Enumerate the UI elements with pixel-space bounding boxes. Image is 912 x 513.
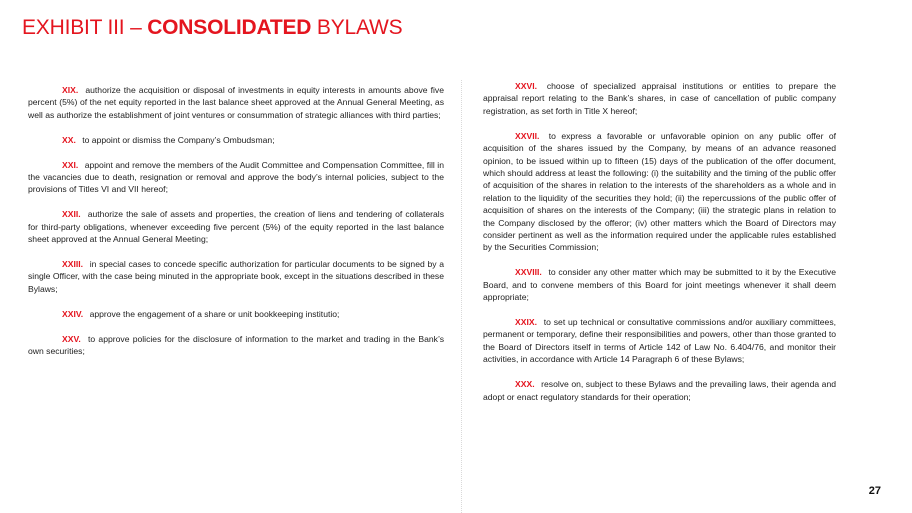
clause-number: XIX.: [62, 85, 79, 95]
clause-number: XXIII.: [62, 259, 84, 270]
clause-xxvii: [483, 130, 836, 254]
clause-text: authorize the acquisition or disposal of investments in equity interests in amounts above five percent (5%) of the net equity reported in the last balance sheet approved at the Annual General Meeting, as well as authorize the establishment of joint ventures or consummation of strategic alliances with third parties;: [28, 85, 445, 120]
clause-number: XXI.: [62, 159, 79, 170]
clause-xxx: [483, 378, 836, 403]
clause-number: XXIV.: [62, 308, 84, 319]
right-column: [483, 80, 836, 415]
clause-xxviii: [483, 266, 836, 303]
clause-text: approve the engagement of a share or unit bookkeeping institutio;: [89, 308, 340, 319]
clause-xxiv: [28, 308, 444, 320]
clause-xxiii: [28, 258, 444, 295]
column-divider: [461, 80, 462, 513]
page-number: 27: [868, 485, 881, 497]
clause-number: XXVI.: [515, 81, 537, 91]
left-column: [28, 84, 444, 370]
clause-number: XXX.: [515, 379, 535, 390]
clause-text: to approve policies for the disclosure of information to the market and trading in the Bank’s own securities;: [28, 333, 444, 357]
clause-text: to consider any other matter which may be submitted to it by the Executive Board, and to convene members of this Board for joint meetings whenever it shall deem appropriate;: [483, 267, 836, 303]
clause-text: authorize the sale of assets and properties, the creation of liens and tendering of collaterals for third-party obligations, whenever exceeding five percent (5%) of the equity reported in the last balance sheet approved at the Annual General Meeting;: [28, 209, 445, 245]
title-emphasis: CONSOLIDATED: [147, 16, 312, 39]
clause-number: XXV.: [62, 333, 81, 344]
page-title: [22, 16, 402, 40]
clause-xxii: [28, 208, 444, 245]
clause-xxv: [28, 333, 444, 358]
title-suffix: BYLAWS: [311, 16, 403, 39]
clause-number: XXVIII.: [515, 267, 542, 278]
title-prefix: EXHIBIT III –: [22, 16, 148, 39]
clause-number: XXII.: [62, 209, 81, 220]
clause-number: XX.: [62, 134, 76, 145]
clause-number: XXVII.: [515, 130, 540, 141]
clause-number: XXIX.: [515, 317, 537, 327]
clause-xxi: [28, 159, 444, 196]
clause-xix: [28, 84, 444, 121]
clause-xxvi: [483, 80, 836, 117]
clause-xxix: [483, 316, 836, 366]
clause-text: in special cases to concede specific authorization for particular documents to be signed by a single Officer, with the case being minuted in the appropriate book, except in the situations described in these Bylaws;: [28, 259, 444, 294]
clause-text: resolve on, subject to these Bylaws and the prevailing laws, their agenda and adopt or enact regulatory standards for their operation;: [483, 379, 837, 402]
clause-text: to appoint or dismiss the Company’s Ombudsman;: [82, 134, 275, 145]
clause-text: choose of specialized appraisal institutions or entities to prepare the appraisal report relating to the Bank’s shares, in case of cancellation of public company registration, as set forth in Title X hereof;: [483, 81, 836, 116]
clause-text: to express a favorable or unfavorable opinion on any public offer of acquisition of the shares issued by the Company, by means of an advance reasoned opinion, to be issued within up to fifteen (15) days of the publication of the offer document, which should address at least the following: (i) the suitability and the timing of the public offer of acquisition of the shares in relation to the interests of the shareholders as a whole and in relation to the liquidity of the securities they hold; (ii) the repercussions of the public offer of acquisition of shares on the interests of the Company; (iii) the strategic plans in relation to the Company disclosed by the offeror; (iv) other matters which the Board of Directors may consider pertinent as well as the information required under the applicable rules established by the Securities Commission;: [483, 130, 837, 253]
clause-xx: [28, 134, 444, 146]
clause-text: appoint and remove the members of the Audit Committee and Compensation Committee, fill in the vacancies due to death, resignation or removal and approve the body’s internal policies, subject to the provisions of Titles VI and VII hereof;: [28, 159, 444, 195]
clause-text: to set up technical or consultative commissions and/or auxiliary committees, permanent or temporary, define their responsibilities and powers, other than those granted to the Board of Directors itself in terms of Article 142 of Law No. 6.404/76, and monitor their activities, in accordance with Article 14 Paragraph 6 of these Bylaws;: [483, 317, 837, 365]
